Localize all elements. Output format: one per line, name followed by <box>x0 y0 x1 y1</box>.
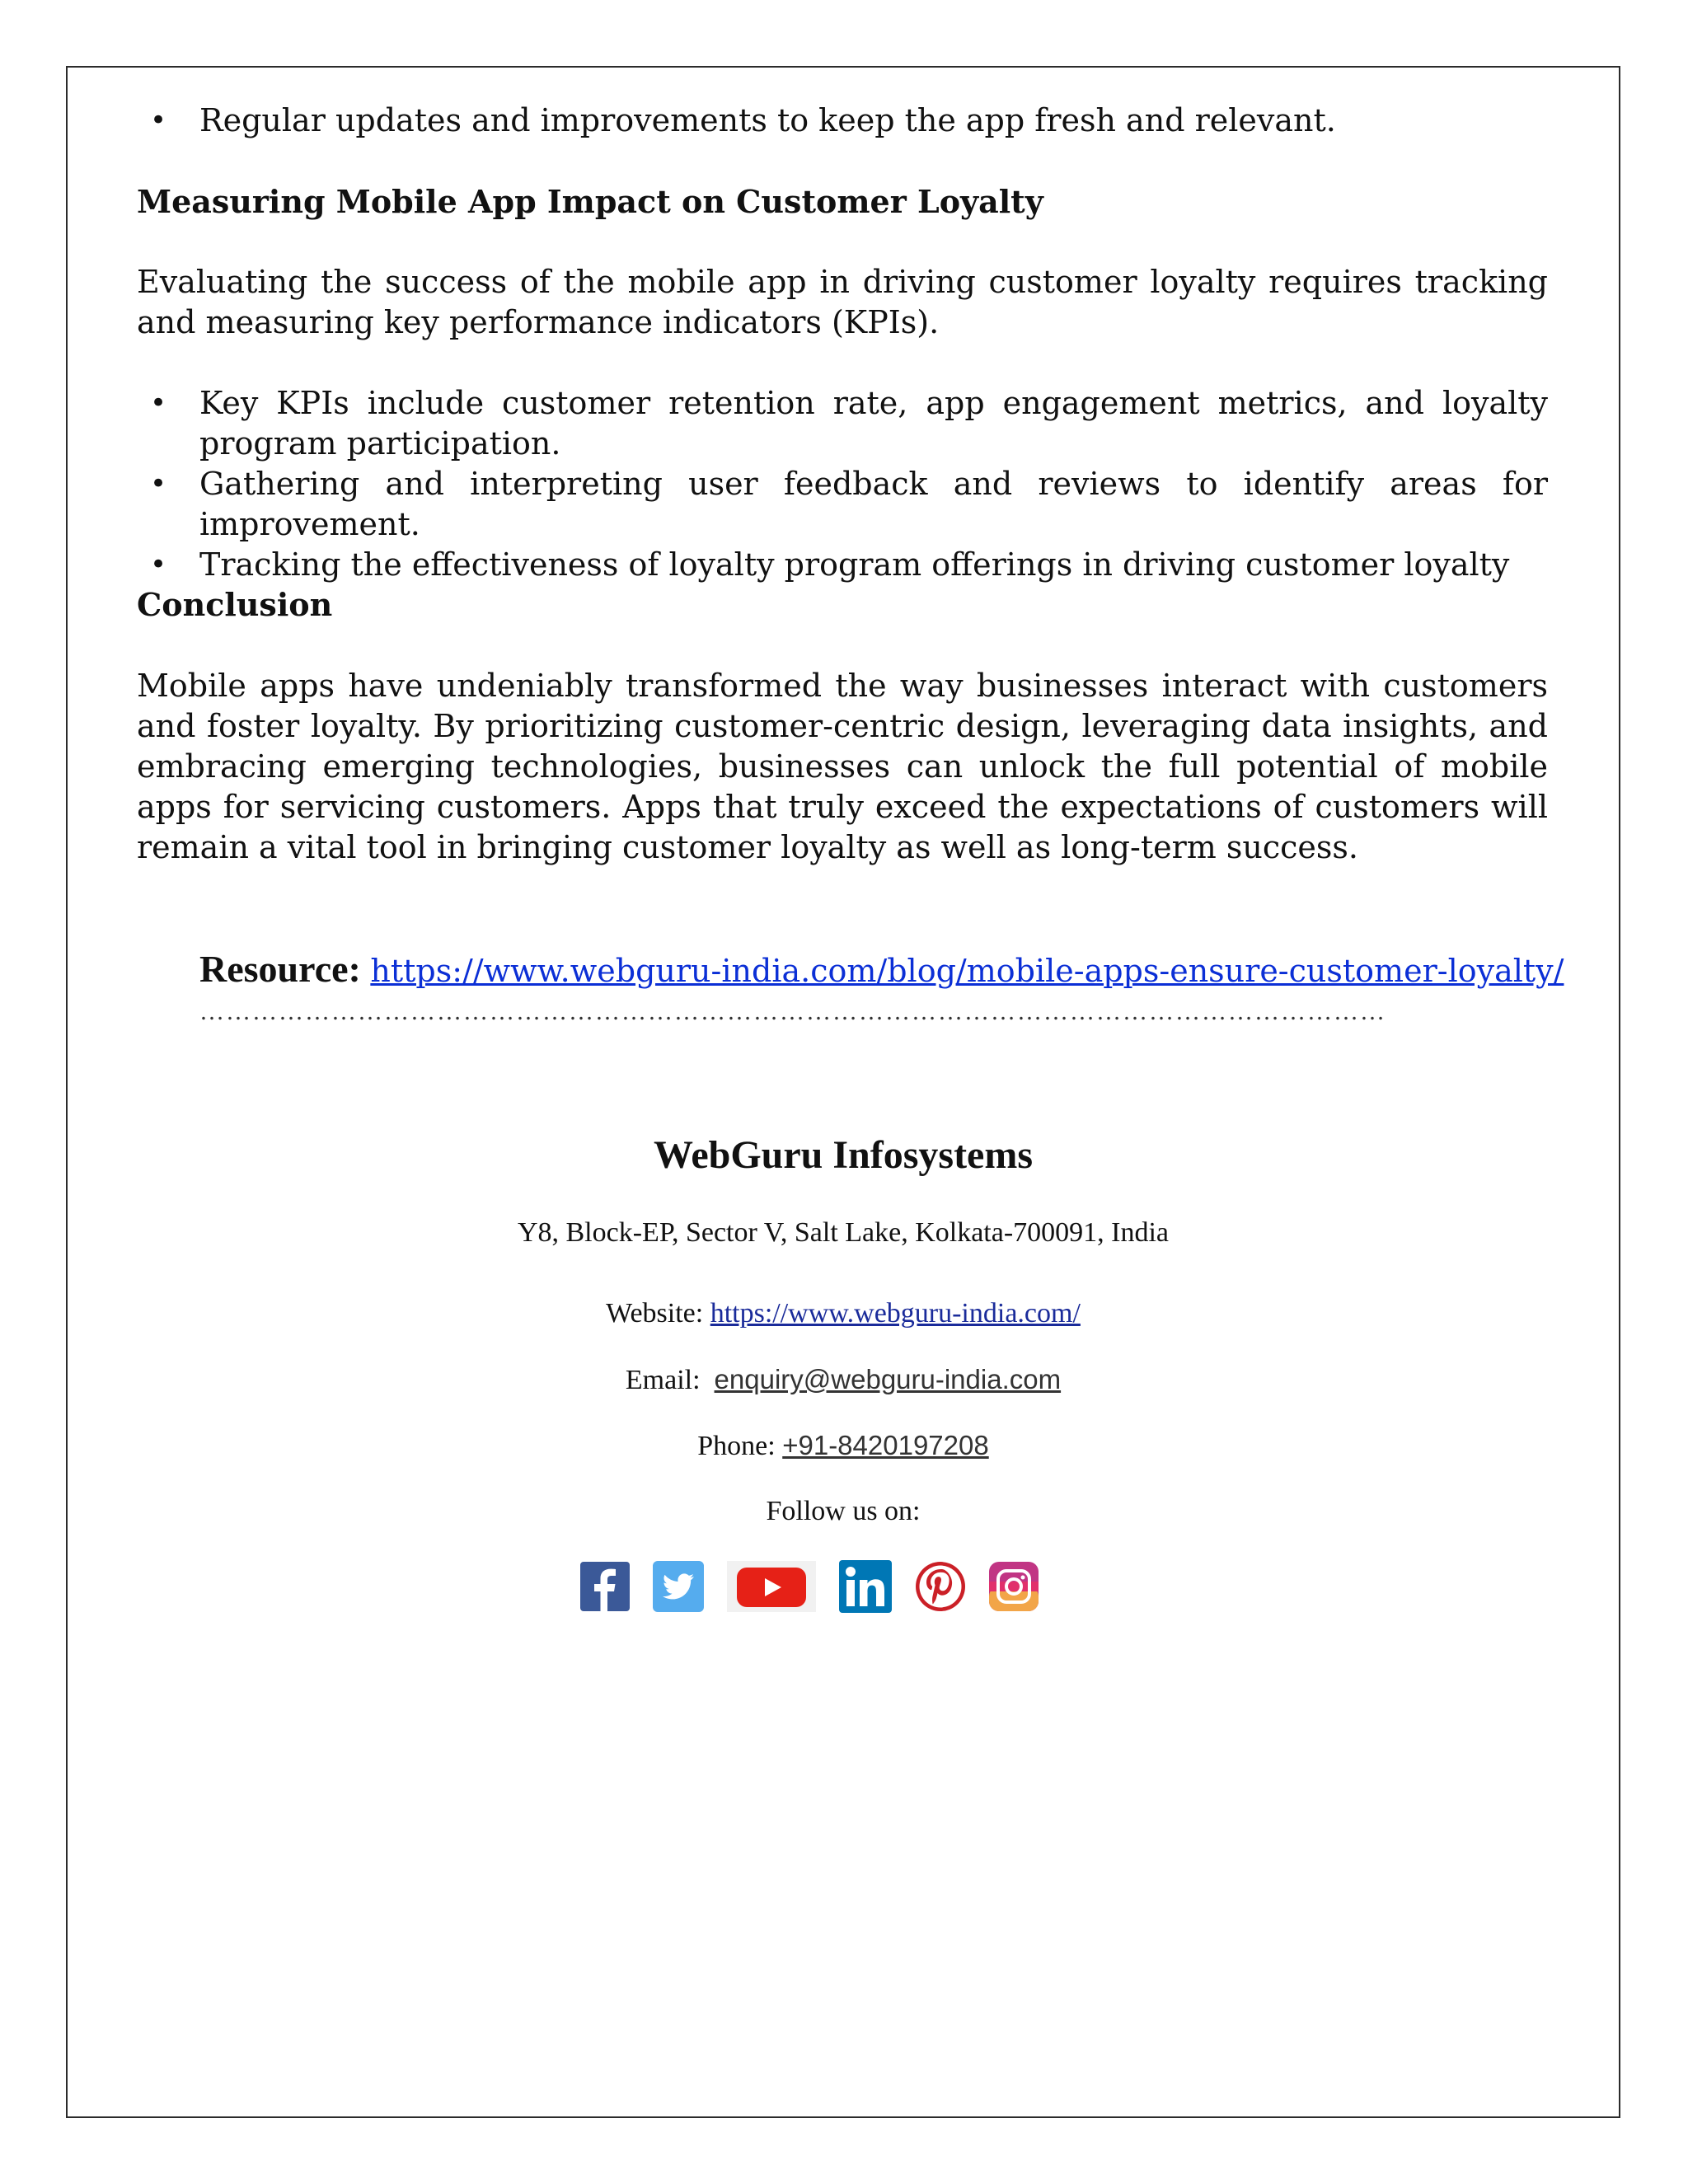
pinterest-icon[interactable] <box>915 1561 966 1612</box>
twitter-icon[interactable] <box>653 1561 704 1612</box>
company-name: WebGuru Infosystems <box>653 1133 1034 1177</box>
section-heading-conclusion: Conclusion <box>137 586 333 623</box>
follow-us-label: Follow us on: <box>766 1496 921 1526</box>
instagram-icon[interactable] <box>989 1562 1039 1611</box>
list-item: • Gathering and interpreting user feedback and reviews to identify areas for improvement. <box>137 464 1548 545</box>
facebook-icon[interactable] <box>580 1562 630 1611</box>
list-item: • Tracking the effectiveness of loyalty program offerings in driving customer loyalty <box>137 545 1548 585</box>
social-icons-row <box>580 1558 1062 1615</box>
website-line <box>66 1296 1620 1332</box>
email-link[interactable]: enquiry@webguru-india.com <box>714 1364 1062 1394</box>
email-label: Email: <box>625 1365 701 1395</box>
phone-label: Phone: <box>697 1431 776 1461</box>
company-address: Y8, Block-EP, Sector V, Salt Lake, Kolkata-700091, India <box>517 1217 1170 1248</box>
phone-line <box>66 1427 1620 1465</box>
section-heading-measuring: Measuring Mobile App Impact on Customer Loyalty <box>137 183 1043 220</box>
conclusion-paragraph: Mobile apps have undeniably transformed the way businesses interact with customers and foster loyalty. By prioritizing customer-centric design, leveraging data insights, and embracing emerging technologies, businesses can unlock the full potential of mobile apps for servicing customers. Apps that truly exceed the expectations of customers will remain a vital tool in bringing customer loyalty as well as long-term success. <box>137 668 1548 865</box>
website-label: Website: <box>606 1298 704 1329</box>
youtube-icon[interactable] <box>727 1561 816 1612</box>
section-paragraph-measuring: Evaluating the success of the mobile app in driving customer loyalty requires tracking and measuring key performance indicators (KPIs). <box>137 264 1548 340</box>
resource-link[interactable]: https://www.webguru-india.com/blog/mobile-apps-ensure-customer-loyalty/ <box>370 953 1564 989</box>
phone-link[interactable]: +91-8420197208 <box>782 1430 989 1460</box>
dotted-separator: ……………………………………………………………………………………………………………………… <box>199 1004 1386 1020</box>
page-frame <box>66 66 1620 2118</box>
resource-line <box>199 944 1564 996</box>
email-line <box>66 1361 1620 1399</box>
linkedin-icon[interactable] <box>839 1560 892 1613</box>
list-item: • Key KPIs include customer retention rate, app engagement metrics, and loyalty program participation. <box>137 383 1548 464</box>
resource-label: Resource: <box>199 948 361 990</box>
top-bullet-list <box>137 101 1548 141</box>
website-link[interactable]: https://www.webguru-india.com/ <box>710 1298 1081 1329</box>
list-item: • Regular updates and improvements to keep the app fresh and relevant. <box>137 101 1548 141</box>
kpi-bullet-list <box>137 383 1548 585</box>
